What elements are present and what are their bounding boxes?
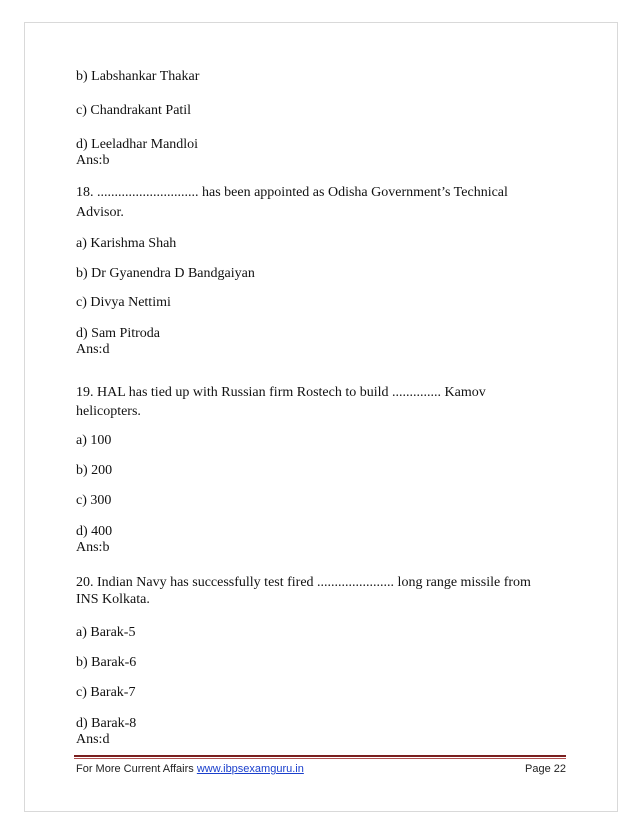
answer-line: Ans:b bbox=[76, 153, 110, 168]
option-line: c) Barak-7 bbox=[76, 685, 136, 700]
question-text: helicopters. bbox=[76, 404, 141, 419]
footer-website-link[interactable]: www.ibpsexamguru.in bbox=[196, 763, 304, 775]
option-line: b) Labshankar Thakar bbox=[76, 69, 200, 84]
option-line: a) Karishma Shah bbox=[76, 236, 177, 251]
page-number: Page 22 bbox=[525, 763, 566, 775]
option-line: c) Divya Nettimi bbox=[76, 295, 171, 310]
answer-line: Ans:d bbox=[76, 342, 110, 357]
option-line: c) 300 bbox=[76, 493, 112, 508]
question-text: 20. Indian Navy has successfully test fired ...................... long range missile from bbox=[76, 575, 531, 590]
option-line: b) Barak-6 bbox=[76, 655, 137, 670]
question-text: 19. HAL has tied up with Russian firm Rostech to build .............. Kamov bbox=[76, 385, 486, 400]
option-line: d) Sam Pitroda bbox=[76, 326, 160, 341]
page-footer bbox=[76, 762, 566, 778]
option-line: b) Dr Gyanendra D Bandgaiyan bbox=[76, 266, 255, 281]
option-line: a) 100 bbox=[76, 433, 112, 448]
footer-prefix: For More Current Affairs bbox=[76, 763, 197, 775]
option-line: d) 400 bbox=[76, 524, 113, 539]
footer-divider-thin bbox=[74, 758, 566, 759]
question-text: INS Kolkata. bbox=[76, 592, 150, 607]
answer-line: Ans:d bbox=[76, 732, 110, 747]
option-line: c) Chandrakant Patil bbox=[76, 103, 192, 118]
option-line: a) Barak-5 bbox=[76, 625, 136, 640]
footer-text bbox=[76, 762, 304, 776]
question-text: Advisor. bbox=[76, 205, 124, 220]
option-line: d) Leeladhar Mandloi bbox=[76, 137, 199, 152]
option-line: d) Barak-8 bbox=[76, 716, 137, 731]
question-text: 18. ............................. has been appointed as Odisha Government’s Technical bbox=[76, 185, 508, 200]
footer-divider bbox=[74, 755, 566, 757]
option-line: b) 200 bbox=[76, 463, 113, 478]
answer-line: Ans:b bbox=[76, 540, 110, 555]
